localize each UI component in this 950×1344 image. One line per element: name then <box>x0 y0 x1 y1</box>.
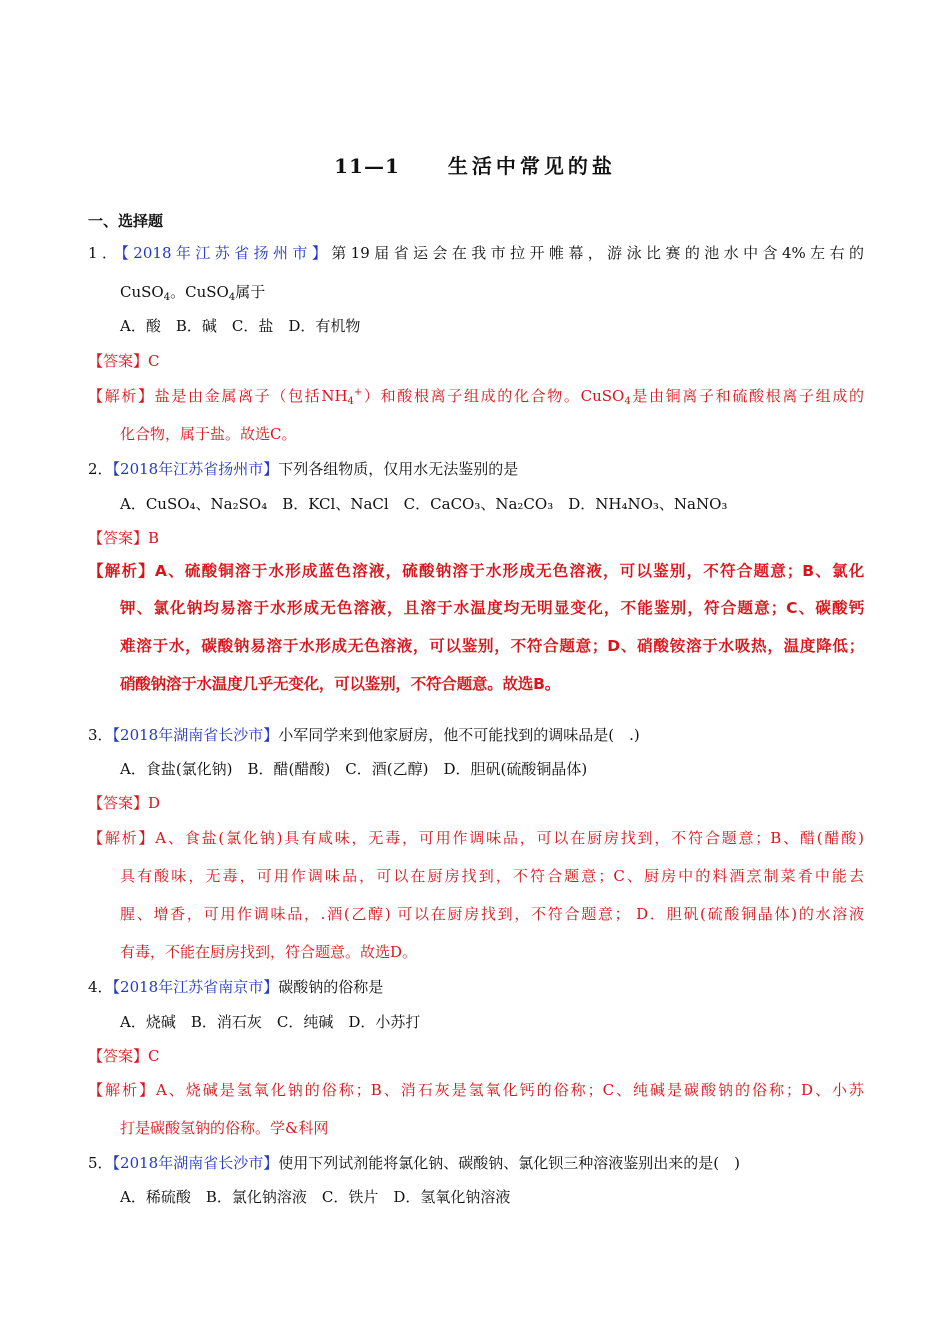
question-source: 【2018年湖南省长沙市】 <box>112 1154 279 1172</box>
question-source: 【2018年江苏省扬州市】 <box>112 460 279 478</box>
question-1-analysis-cont: 化合物，属于盐。故选C。 <box>120 425 297 443</box>
question-2-analysis: 【解析】A、硫酸铜溶于水形成蓝色溶液，硫酸钠溶于水形成无色溶液，可以鉴别，不符合题意；B、氯化 <box>88 562 865 580</box>
question-text: 第19届省运会在我市拉开帷幕，游泳比赛的池水中含4%左右的 <box>331 244 864 262</box>
question-3-analysis-line2: 具有酸味，无毒，可用作调味品，可以在厨房找到，不符合题意；C、厨房中的料酒烹制菜肴中能去 <box>120 867 864 885</box>
page-title <box>0 150 950 179</box>
question-4-answer: 【答案】C <box>88 1047 160 1065</box>
section-heading: 一、选择题 <box>88 212 164 230</box>
question-2-options: A．CuSO₄、Na₂SO₄ B．KCl、NaCl C．CaCO₃、Na₂CO₃ D．NH₄NO₃、NaNO₃ <box>120 495 728 513</box>
question-4-analysis-line2: 打是碳酸氢钠的俗称。学&科网 <box>120 1119 329 1137</box>
question-1-text-cont: CuSO$_4$。CuSO$_4$属于 <box>120 283 266 303</box>
question-4: 4．【2018年江苏省南京市】碳酸钠的俗称是 <box>88 978 384 996</box>
question-5: 5．【2018年湖南省长沙市】使用下列试剂能将氯化钠、碳酸钠、氯化钡三种溶液鉴别出来的是( ) <box>88 1154 740 1172</box>
question-1-answer: 【答案】C <box>88 352 160 370</box>
question-4-options: A．烧碱 B．消石灰 C．纯碱 D．小苏打 <box>120 1013 421 1031</box>
question-source: 【2018年湖南省长沙市】 <box>112 726 279 744</box>
question-3: 3．【2018年湖南省长沙市】小军同学来到他家厨房，他不可能找到的调味品是( .) <box>88 726 640 744</box>
question-2-analysis-line3: 难溶于水，碳酸钠易溶于水形成无色溶液，可以鉴别，不符合题意；D、硝酸铵溶于水吸热，温度降低； <box>120 637 864 655</box>
chapter-title: 生活中常见的盐 <box>447 154 616 178</box>
question-source: 【2018年江苏省扬州市】 <box>121 244 332 262</box>
question-2: 2．【2018年江苏省扬州市】下列各组物质，仅用水无法鉴别的是 <box>88 460 519 478</box>
question-3-analysis-line4: 有毒，不能在厨房找到，符合题意。故选D。 <box>120 943 418 961</box>
question-3-answer: 【答案】D <box>88 794 161 812</box>
question-5-options: A．稀硫酸 B．氯化钠溶液 C．铁片 D．氢氧化钠溶液 <box>120 1188 511 1206</box>
question-1 <box>88 243 864 263</box>
question-4-analysis: 【解析】A、烧碱是氢氧化钠的俗称；B、消石灰是氢氧化钙的俗称；C、纯碱是碳酸钠的俗称；D、小苏 <box>88 1081 864 1099</box>
chapter-number: 11—1 <box>334 154 400 178</box>
question-3-options: A．食盐(氯化钠) B．醋(醋酸) C．酒(乙醇) D．胆矾(硫酸铜晶体) <box>120 760 588 778</box>
question-3-analysis-line3: 腥、增香，可用作调味品，.酒(乙醇) 可以在厨房找到，不符合题意； D．胆矾(硫酸铜晶体)的水溶液 <box>120 905 864 923</box>
question-3-analysis: 【解析】A、食盐(氯化钠)具有咸味，无毒，可用作调味品，可以在厨房找到，不符合题意；B、醋(醋酸) <box>88 829 864 847</box>
question-1-options: A．酸 B．碱 C．盐 D．有机物 <box>120 317 361 335</box>
question-2-answer: 【答案】B <box>88 529 160 547</box>
question-1-analysis: 【解析】盐是由金属离子（包括$NH_4^+$）和酸根离子组成的化合物。CuSO$_4$是由铜离子和硫酸根离子组成的 <box>88 387 864 407</box>
question-2-analysis-line2: 钾、氯化钠均易溶于水形成无色溶液，且溶于水温度均无明显变化，不能鉴别，符合题意；C、碳酸钙 <box>120 599 864 617</box>
question-number: 1． <box>88 244 122 262</box>
question-2-analysis-line4: 硝酸钠溶于水温度几乎无变化，可以鉴别，不符合题意。故选B。 <box>120 675 561 693</box>
question-source: 【2018年江苏省南京市】 <box>112 978 279 996</box>
